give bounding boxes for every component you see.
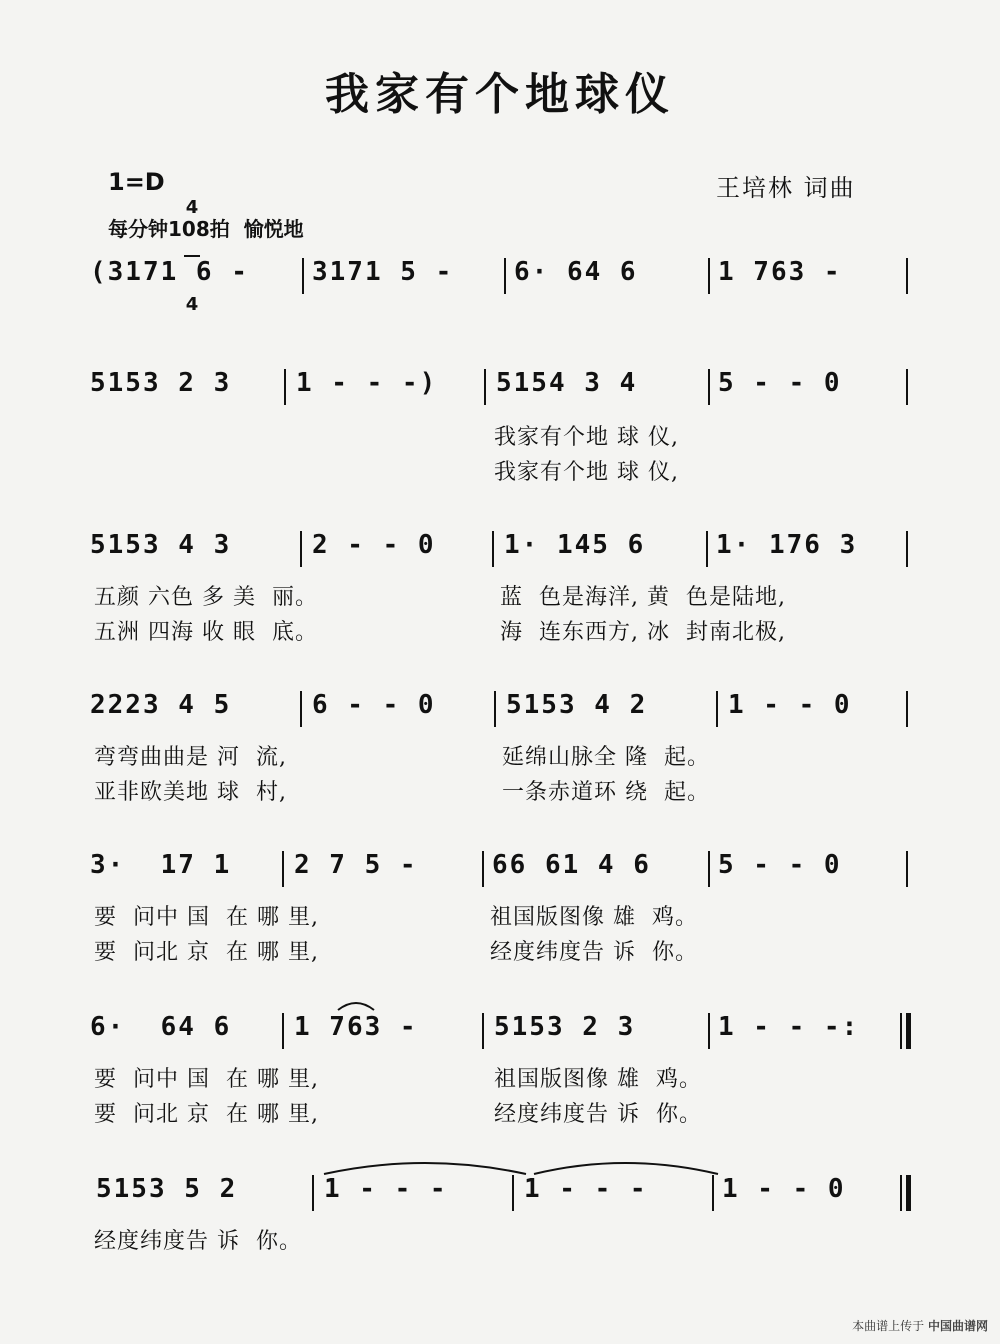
bar-line bbox=[906, 258, 908, 294]
lyric-line: 经度纬度告 诉 你。 bbox=[490, 940, 698, 965]
measure-notes: 2223 4 5 bbox=[90, 690, 232, 720]
lyric-line: 五洲 四海 收 眼 底。 bbox=[94, 620, 318, 645]
measure-notes: 6· 64 6 bbox=[514, 257, 638, 287]
bar-line bbox=[494, 691, 496, 727]
lyric-line: 经度纬度告 诉 你。 bbox=[94, 1229, 302, 1254]
measure-notes: 1· 145 6 bbox=[504, 530, 646, 560]
bar-line bbox=[504, 258, 506, 294]
bar-line bbox=[300, 691, 302, 727]
bar-line bbox=[482, 1013, 484, 1049]
bar-line bbox=[482, 851, 484, 887]
measure-notes: 66 61 4 6 bbox=[492, 850, 651, 880]
tie-marks bbox=[320, 1156, 730, 1176]
lyric-line: 五颜 六色 多 美 丽。 bbox=[94, 585, 318, 610]
watermark-site: 中国曲谱网 bbox=[927, 1319, 988, 1333]
bar-line bbox=[906, 531, 908, 567]
lyric-line: 我家有个地 球 仪, bbox=[494, 425, 679, 450]
page-title: 我家有个地球仪 bbox=[325, 69, 675, 120]
lyric-line: 祖国版图像 雄 鸡。 bbox=[494, 1067, 702, 1092]
measure-notes: 1 - - 0 bbox=[728, 690, 852, 720]
measure-notes: 2 - - 0 bbox=[312, 530, 436, 560]
measure-notes: 1· 176 3 bbox=[716, 530, 858, 560]
lyric-line: 亚非欧美地 球 村, bbox=[94, 780, 287, 805]
measure-notes: 5153 2 3 bbox=[90, 368, 232, 398]
lyric-line: 我家有个地 球 仪, bbox=[494, 460, 679, 485]
lyric-line: 一条赤道环 绕 起。 bbox=[502, 780, 710, 805]
measure-notes: 5153 2 3 bbox=[494, 1012, 636, 1042]
lyric-line: 要 问北 京 在 哪 里, bbox=[94, 1102, 319, 1127]
bar-line bbox=[712, 1175, 714, 1211]
measure-notes: 1 - - 0 bbox=[722, 1174, 846, 1204]
measure-notes: (3171 6 - bbox=[90, 257, 249, 287]
bar-line bbox=[906, 851, 908, 887]
lyric-line: 海 连东西方, 冰 封南北极, bbox=[500, 620, 786, 645]
bar-line bbox=[282, 1013, 284, 1049]
bar-line bbox=[302, 258, 304, 294]
bar-line bbox=[708, 369, 710, 405]
tempo-marking: 每分钟108拍 愉悦地 bbox=[108, 217, 304, 241]
author-credit: 王培林 词曲 bbox=[716, 174, 856, 202]
bar-line bbox=[284, 369, 286, 405]
bar-line bbox=[708, 851, 710, 887]
measure-notes: 3171 5 - bbox=[312, 257, 454, 287]
watermark-text: 本曲谱上传于 bbox=[852, 1319, 925, 1333]
lyric-line: 弯弯曲曲是 河 流, bbox=[94, 745, 287, 770]
bar-line bbox=[300, 531, 302, 567]
bar-line bbox=[492, 531, 494, 567]
measure-notes: 5154 3 4 bbox=[496, 368, 638, 398]
lyric-line: 要 问中 国 在 哪 里, bbox=[94, 1067, 319, 1092]
measure-notes: 1 763 - bbox=[294, 1012, 418, 1042]
measure-notes: 5 - - 0 bbox=[718, 850, 842, 880]
lyric-line: 祖国版图像 雄 鸡。 bbox=[490, 905, 698, 930]
bar-line bbox=[484, 369, 486, 405]
measure-notes: 6 - - 0 bbox=[312, 690, 436, 720]
measure-notes: 5 - - 0 bbox=[718, 368, 842, 398]
measure-notes: 1 - - - bbox=[524, 1174, 648, 1204]
time-signature bbox=[184, 160, 200, 333]
site-watermark bbox=[852, 1317, 988, 1334]
bar-line bbox=[906, 691, 908, 727]
time-sig-bottom: 4 bbox=[185, 294, 199, 315]
slur-mark bbox=[336, 998, 376, 1012]
measure-notes: 5153 4 2 bbox=[506, 690, 648, 720]
bar-line bbox=[312, 1175, 314, 1211]
measure-notes: 3· 17 1 bbox=[90, 850, 232, 880]
bar-line bbox=[906, 369, 908, 405]
time-sig-top: 4 bbox=[185, 197, 199, 218]
measure-notes: 6· 64 6 bbox=[90, 1012, 232, 1042]
lyric-line: 延绵山脉全 隆 起。 bbox=[502, 745, 710, 770]
bar-line bbox=[282, 851, 284, 887]
bar-line bbox=[512, 1175, 514, 1211]
measure-notes: 1 - - -: bbox=[718, 1012, 860, 1042]
repeat-barline bbox=[900, 1013, 911, 1049]
measure-notes: 5153 4 3 bbox=[90, 530, 232, 560]
final-barline bbox=[900, 1175, 911, 1211]
bar-line bbox=[708, 1013, 710, 1049]
measure-notes: 1 763 - bbox=[718, 257, 842, 287]
lyric-line: 要 问中 国 在 哪 里, bbox=[94, 905, 319, 930]
measure-notes: 2 7 5 - bbox=[294, 850, 418, 880]
bar-line bbox=[716, 691, 718, 727]
bar-line bbox=[706, 531, 708, 567]
lyric-line: 经度纬度告 诉 你。 bbox=[494, 1102, 702, 1127]
measure-notes: 5153 5 2 bbox=[96, 1174, 238, 1204]
lyric-line: 要 问北 京 在 哪 里, bbox=[94, 940, 319, 965]
measure-notes: 1 - - -) bbox=[296, 368, 438, 398]
measure-notes: 1 - - - bbox=[324, 1174, 448, 1204]
bar-line bbox=[708, 258, 710, 294]
lyric-line: 蓝 色是海洋, 黄 色是陆地, bbox=[500, 585, 786, 610]
key-signature: 1=D bbox=[108, 168, 165, 196]
